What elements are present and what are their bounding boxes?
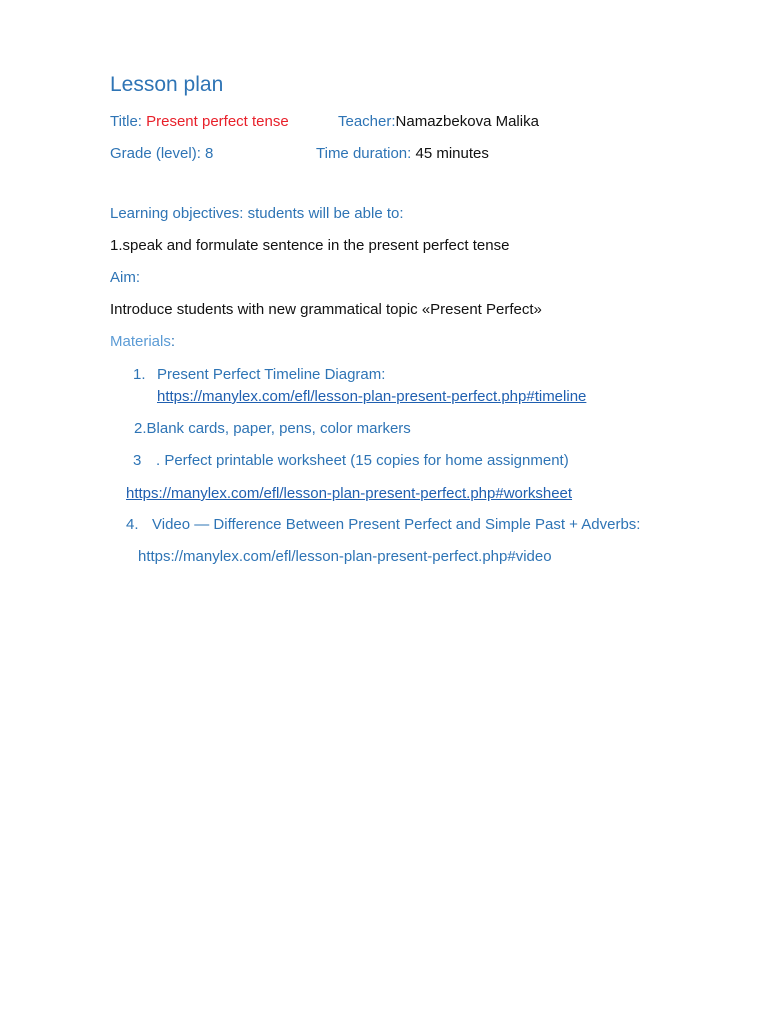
worksheet-link[interactable]: https://manylex.com/efl/lesson-plan-present-perfect.php#worksheet — [126, 485, 573, 502]
materials-heading — [110, 332, 175, 352]
page-title: Lesson plan — [110, 73, 224, 96]
time-label: Time duration: — [316, 145, 412, 162]
title-value: Present perfect tense — [141, 113, 289, 130]
grade-row — [110, 144, 213, 164]
material-4-text: Video — Difference Between Present Perfect and Simple Past + Adverbs: — [152, 516, 641, 533]
title-label: Title: — [110, 113, 142, 130]
video-link[interactable]: https://manylex.com/efl/lesson-plan-present-perfect.php#video — [138, 548, 552, 565]
materials-colon: : — [170, 333, 176, 350]
objective-item-1: 1.speak and formulate sentence in the present perfect tense — [110, 237, 510, 254]
time-value: 45 minutes — [411, 145, 489, 162]
teacher-value: Namazbekova Malika — [395, 113, 539, 130]
material-3-text: . Perfect printable worksheet (15 copies for home assignment) — [156, 452, 569, 469]
aim-label: Aim: — [110, 269, 140, 286]
aim-text: Introduce students with new grammatical topic «Present Perfect» — [110, 301, 542, 318]
grade-label: Grade (level): — [110, 145, 201, 162]
material-4-number: 4. — [126, 516, 139, 533]
time-row — [316, 144, 489, 164]
material-3-number: 3 — [133, 452, 142, 469]
material-1-text: Present Perfect Timeline Diagram: — [157, 366, 386, 383]
objectives-label: Learning objectives: students will be able to: — [110, 205, 404, 222]
material-1-number: 1. — [133, 366, 146, 383]
teacher-row — [338, 112, 539, 132]
materials-label: Materials — [110, 333, 171, 350]
timeline-link[interactable]: https://manylex.com/efl/lesson-plan-present-perfect.php#timeline — [157, 388, 587, 405]
grade-value: 8 — [200, 145, 214, 162]
title-row — [110, 112, 289, 132]
material-2-text: 2.Blank cards, paper, pens, color markers — [134, 420, 411, 437]
teacher-label: Teacher: — [338, 113, 396, 130]
